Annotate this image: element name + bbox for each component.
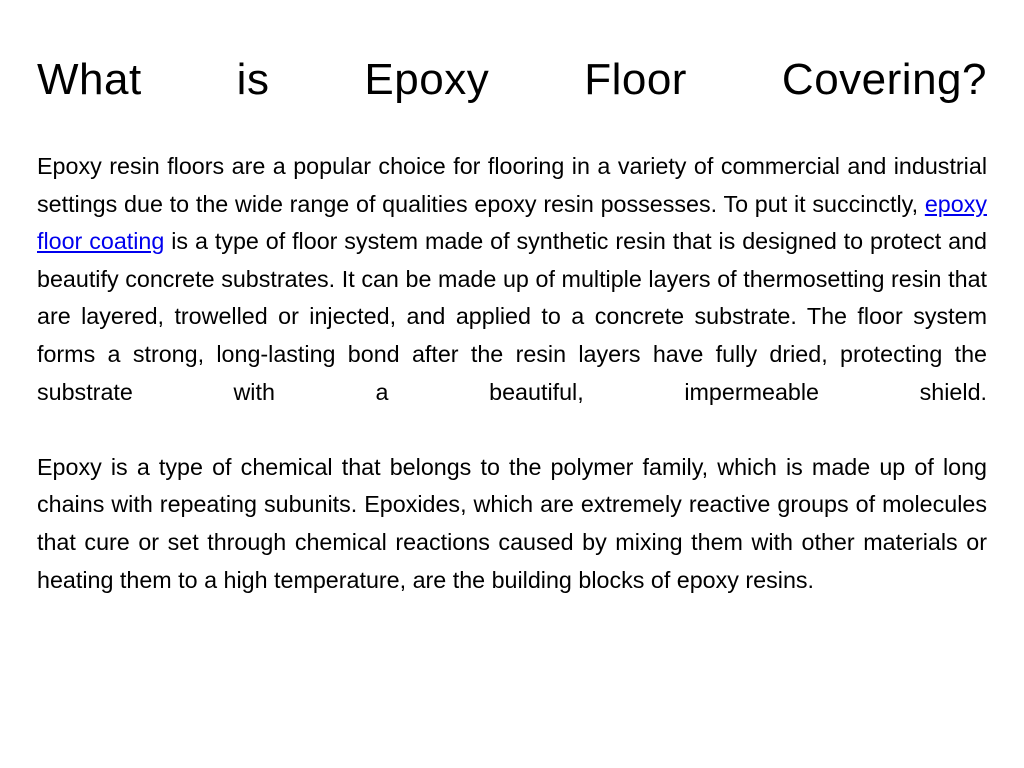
page-title: What is Epoxy Floor Covering?: [37, 55, 987, 104]
slide-content: [37, 50, 987, 599]
epoxy-floor-coating-link[interactable]: epoxy floor coating: [37, 190, 987, 255]
paragraph-2: Epoxy is a type of chemical that belongs to the polymer family, which is made up of long chains with repeating subunits. Epoxides, which are extremely reactive groups of molecules that cure or set through chemical reactions caused by mixing them with other materials or heating them to a high temperature, are the building blocks of epoxy resins.: [37, 453, 987, 593]
paragraph-1: [37, 148, 987, 411]
paragraph-spacer: [37, 411, 987, 449]
body-text: [37, 148, 987, 599]
paragraph-1-text-end: is a type of floor system made of synthetic resin that is designed to protect and beautify concrete substrates. It can be made up of multiple layers of thermosetting resin that are layered, trowelled or injected, and applied to a concrete substrate. The floor system forms a strong, long-lasting bond after the resin layers have fully dried, protecting the substrate with a beautiful, impermeable shield.: [37, 228, 987, 405]
paragraph-1-text-start: Epoxy resin floors are a popular choice for flooring in a variety of commercial and industrial settings due to the wide range of qualities epoxy resin possesses. To put it succinctly,: [37, 153, 987, 217]
